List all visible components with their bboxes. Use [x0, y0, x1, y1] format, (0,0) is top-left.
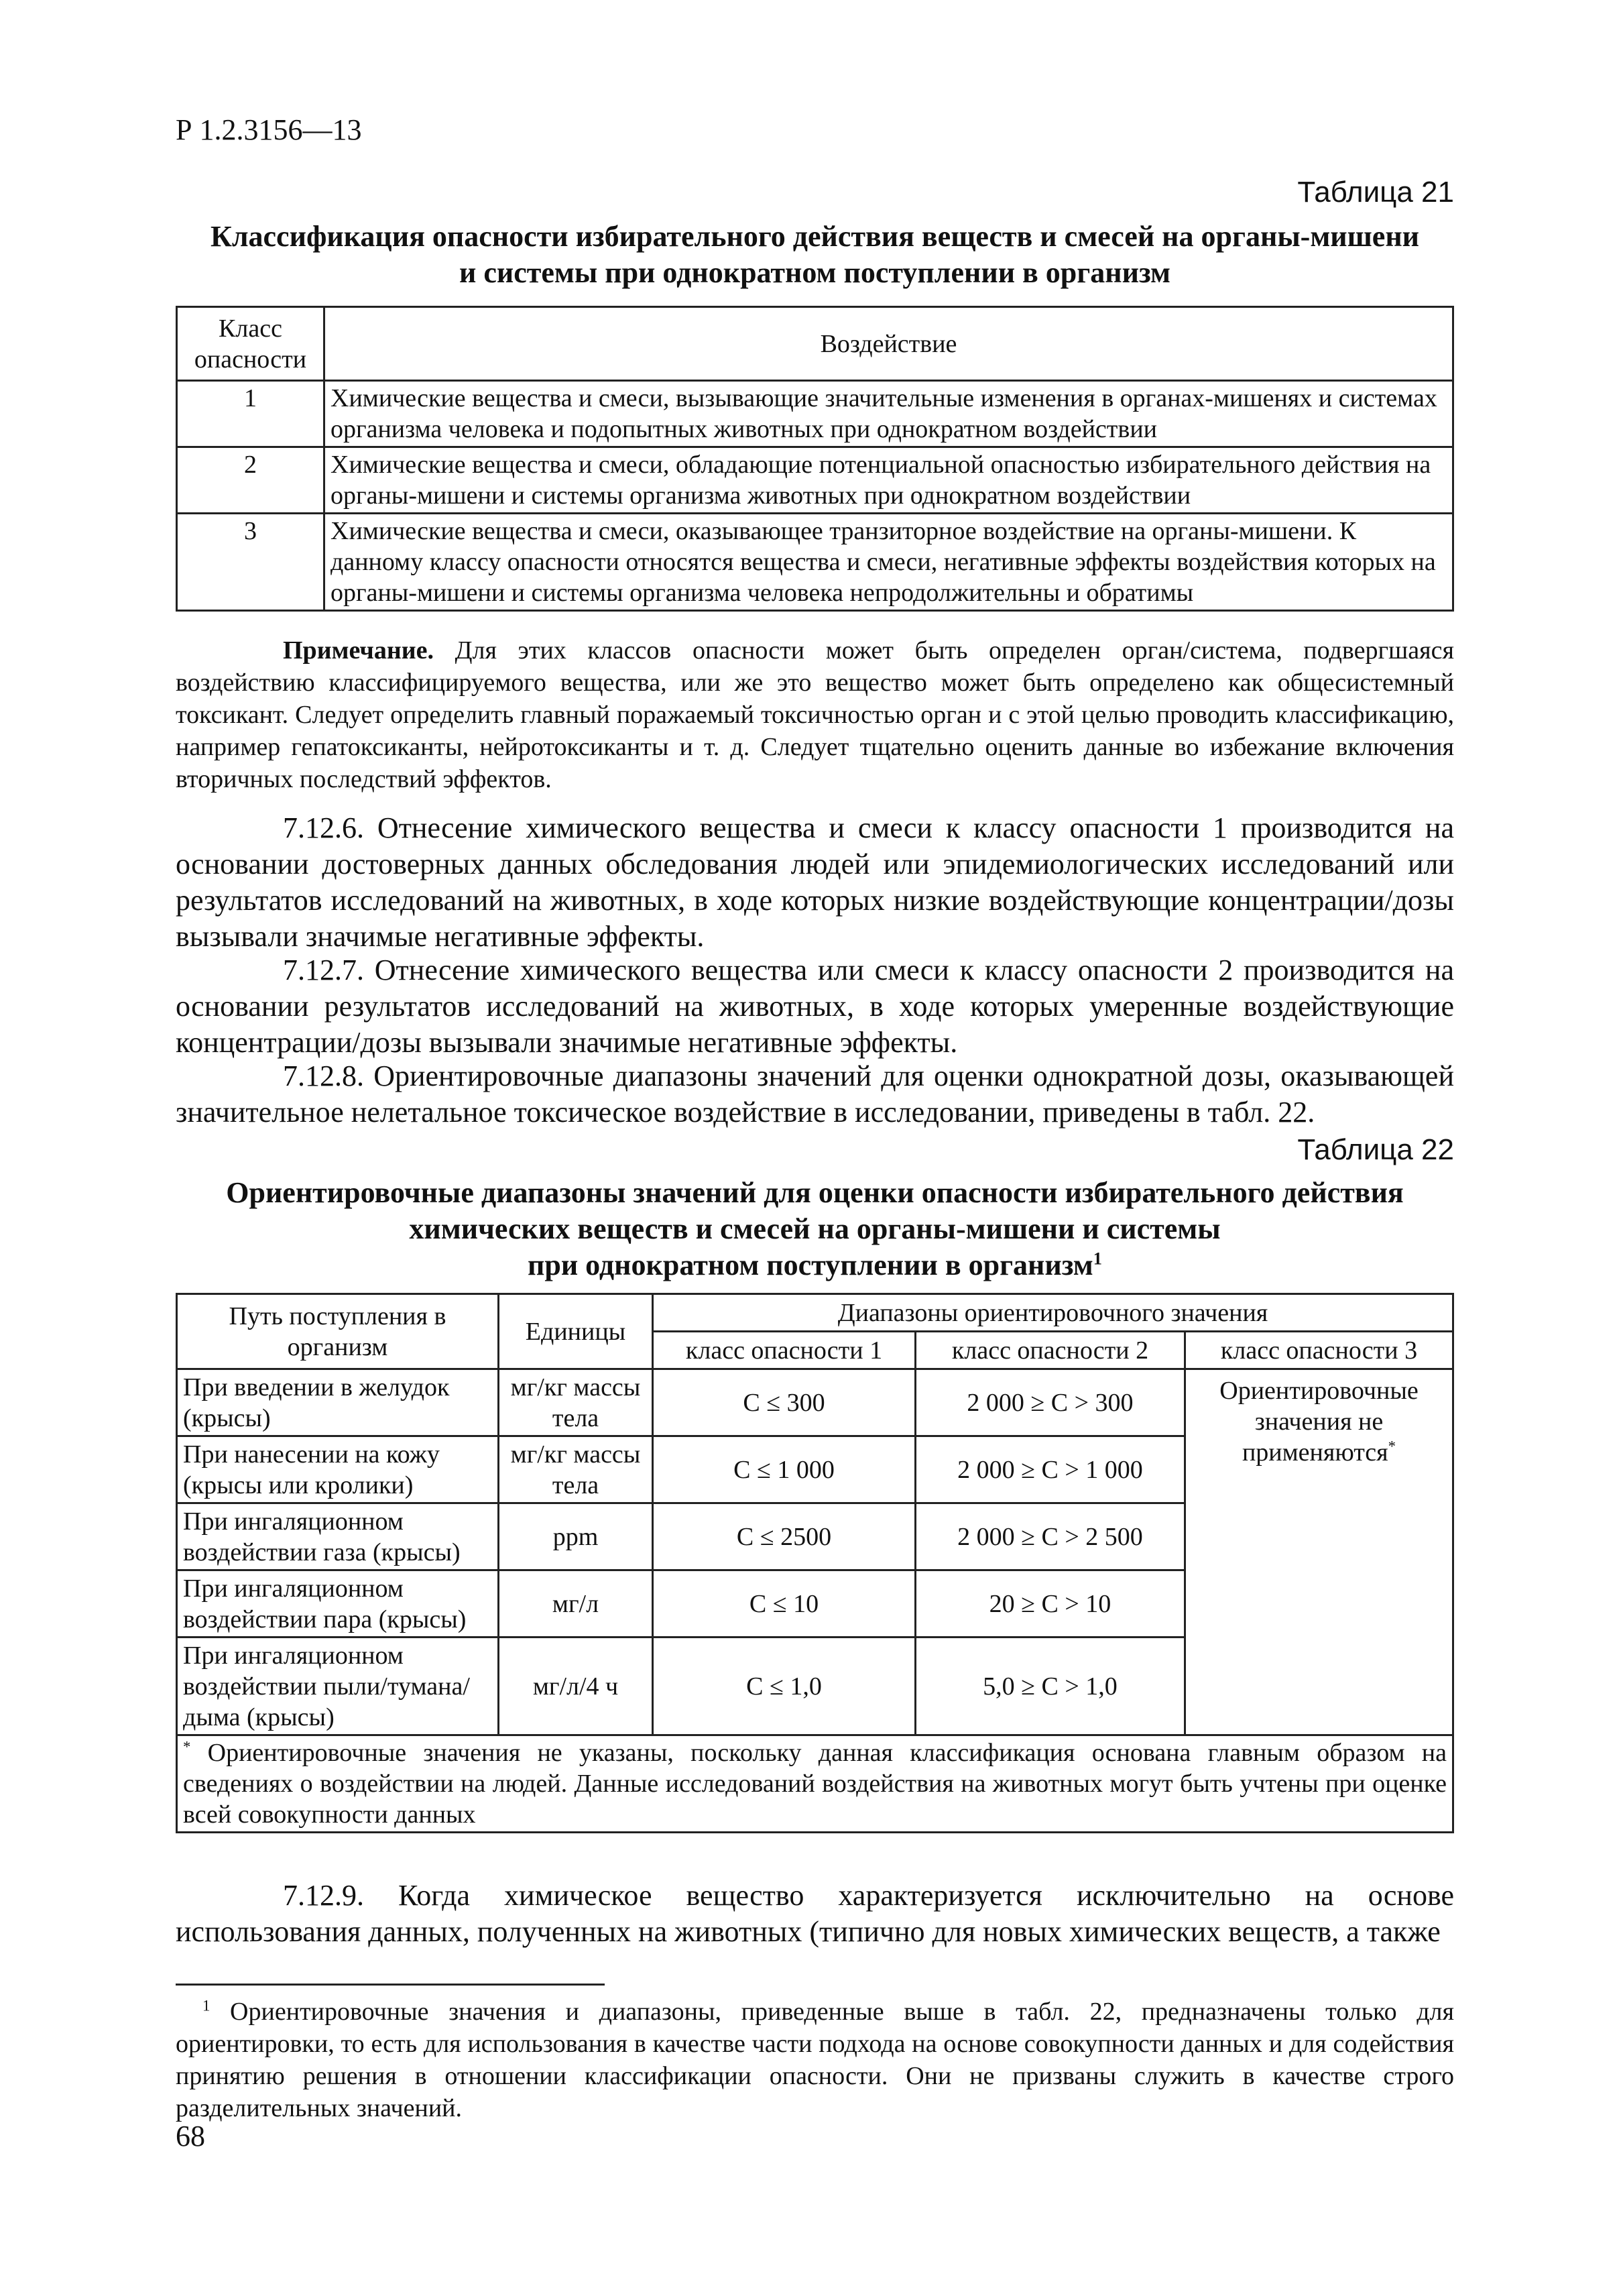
class-2-cell: 2 000 ≥ C > 300 — [916, 1369, 1185, 1436]
units-cell: мг/кг массы тела — [499, 1436, 653, 1503]
table-21-title-line2: и системы при однократном поступлении в организм — [459, 256, 1170, 289]
route-cell: При ингаляционном воздействии пыли/тумана/дыма (крысы) — [177, 1638, 499, 1735]
effect-cell: Химические вещества и смеси, вызывающие значительные изменения в органах-мишенях и системах организма человека и подопытных животных при однократном воздействии — [324, 381, 1453, 447]
paragraph-7-12-9: 7.12.9. Когда химическое вещество характеризуется исключительно на основе использования данных, полученных на животных (типично для новых химических веществ, а также — [176, 1879, 1454, 1948]
units-cell: мг/л — [499, 1570, 653, 1638]
class-1-cell: C ≤ 1 000 — [653, 1436, 916, 1503]
table-22-title — [176, 1175, 1454, 1283]
table-22 — [176, 1293, 1454, 1833]
class-3-cell — [1185, 1369, 1453, 1735]
route-cell: При ингаляционном воздействии пара (крысы) — [177, 1570, 499, 1638]
table-21 — [176, 306, 1454, 612]
class-cell: 3 — [177, 514, 324, 611]
effect-cell: Химические вещества и смеси, обладающие потенциальной опасностью избирательного действия на органы-мишени и системы организма животных при однократном воздействии — [324, 447, 1453, 514]
column-header-class: Класс опасности — [177, 307, 324, 381]
class-3-mark: * — [1388, 1438, 1396, 1455]
table-row — [177, 514, 1453, 611]
column-header-ranges: Диапазоны ориентировочного значения — [653, 1294, 1453, 1332]
table-22-title-line3 — [176, 1247, 1454, 1283]
column-header-class-3: класс опасности 3 — [1185, 1332, 1453, 1369]
class-1-cell: C ≤ 1,0 — [653, 1638, 916, 1735]
table-22-label: Таблица 22 — [1297, 1133, 1454, 1166]
table-footnote-text: Ориентировочные значения не указаны, поскольку данная классификация основана главным образом на сведениях о воздействии на людей. Данные исследований воздействия на животных могут быть учтены при оценке всей совокупности данных — [183, 1739, 1447, 1829]
column-header-class-1: класс опасности 1 — [653, 1332, 916, 1369]
page-number: 68 — [176, 2120, 205, 2152]
column-header-route: Путь поступления в организм — [177, 1294, 499, 1369]
class-1-cell: C ≤ 2500 — [653, 1503, 916, 1570]
document-code: Р 1.2.3156—13 — [176, 113, 362, 146]
table-22-title-line2: химических веществ и смесей на органы-мишени и системы — [409, 1212, 1221, 1245]
route-cell: При нанесении на кожу (крысы или кролики) — [177, 1436, 499, 1503]
note-label: Примечание. — [283, 636, 434, 665]
class-2-cell: 5,0 ≥ C > 1,0 — [916, 1638, 1185, 1735]
units-cell: мг/кг массы тела — [499, 1369, 653, 1436]
table-22-title-line3-text: при однократном поступлении в организм — [528, 1249, 1093, 1281]
route-cell: При ингаляционном воздействии газа (крысы) — [177, 1503, 499, 1570]
units-cell: ppm — [499, 1503, 653, 1570]
column-header-class-2: класс опасности 2 — [916, 1332, 1185, 1369]
table-header-row — [177, 307, 1453, 381]
column-header-units: Единицы — [499, 1294, 653, 1369]
units-cell: мг/л/4 ч — [499, 1638, 653, 1735]
table-footnote-mark: * — [183, 1738, 191, 1756]
table-21-title-line1: Классификация опасности избирательного действия веществ и смесей на органы-мишени — [210, 220, 1420, 253]
paragraph-7-12-6: 7.12.6. Отнесение химического вещества и смеси к классу опасности 1 производится на основании достоверных данных обследования людей или эпидемиологических исследований или результатов исследований на животных, в ходе которых низкие воздействующие концентрации/дозы вызывали значимые негативные эффекты. — [176, 811, 1454, 953]
class-2-cell: 2 000 ≥ C > 1 000 — [916, 1436, 1185, 1503]
class-1-cell: C ≤ 10 — [653, 1570, 916, 1638]
class-2-cell: 2 000 ≥ C > 2 500 — [916, 1503, 1185, 1570]
effect-cell: Химические вещества и смеси, оказывающее транзиторное воздействие на органы-мишени. К данному классу опасности относятся вещества и смеси, негативные эффекты воздействия которых на органы-мишени и системы организма человека непродолжительны и обратимы — [324, 514, 1453, 611]
class-2-cell: 20 ≥ C > 10 — [916, 1570, 1185, 1638]
table-header-row — [177, 1294, 1453, 1332]
table-row — [177, 447, 1453, 514]
class-3-value: Ориентировочные значения не применяются — [1219, 1377, 1419, 1467]
table-21-note — [176, 634, 1454, 795]
column-header-effect: Воздействие — [324, 307, 1453, 381]
table-21-label: Таблица 21 — [1297, 176, 1454, 209]
footnote-separator — [176, 1984, 605, 1986]
table-21-title — [176, 219, 1454, 291]
table-22-title-line1: Ориентировочные диапазоны значений для оценки опасности избирательного действия — [226, 1176, 1404, 1209]
route-cell: При введении в желудок (крысы) — [177, 1369, 499, 1436]
table-row — [177, 1369, 1453, 1436]
note-text: Для этих классов опасности может быть определен орган/система, подвергшаяся воздействию классифицируемого вещества, или же это вещество может быть определено как общесистемный токсикант. Следует определить главный поражаемый токсичностью орган и с этой целью проводить классификацию, например гепатоксиканты, нейротоксиканты и т. д. Следует тщательно оценить данные во избежание включения вторичных последствий эффектов. — [176, 636, 1454, 793]
class-cell: 1 — [177, 381, 324, 447]
page-footnote-mark: 1 — [202, 1997, 211, 2014]
table-footnote-cell — [177, 1735, 1453, 1833]
page-footnote-text: Ориентировочные значения и диапазоны, приведенные выше в табл. 22, предназначены только для ориентировки, то есть для использования в качестве части подхода на основе совокупности данных и для содействия принятию решения в отношении классификации опасности. Они не призваны служить в качестве строго разделительных значений. — [176, 1998, 1454, 2122]
class-1-cell: C ≤ 300 — [653, 1369, 916, 1436]
table-footnote-row — [177, 1735, 1453, 1833]
table-row — [177, 381, 1453, 447]
footnote-ref: 1 — [1093, 1248, 1102, 1269]
page-footnote — [176, 1996, 1454, 2124]
paragraph-7-12-7: 7.12.7. Отнесение химического вещества или смеси к классу опасности 2 производится на основании результатов исследований на животных, в ходе которых умеренные воздействующие концентрации/дозы вызывали значимые негативные эффекты. — [176, 954, 1454, 1059]
paragraph-7-12-8: 7.12.8. Ориентировочные диапазоны значений для оценки однократной дозы, оказывающей значительное нелетальное токсическое воздействие в исследовании, приведены в табл. 22. — [176, 1059, 1454, 1129]
class-cell: 2 — [177, 447, 324, 514]
